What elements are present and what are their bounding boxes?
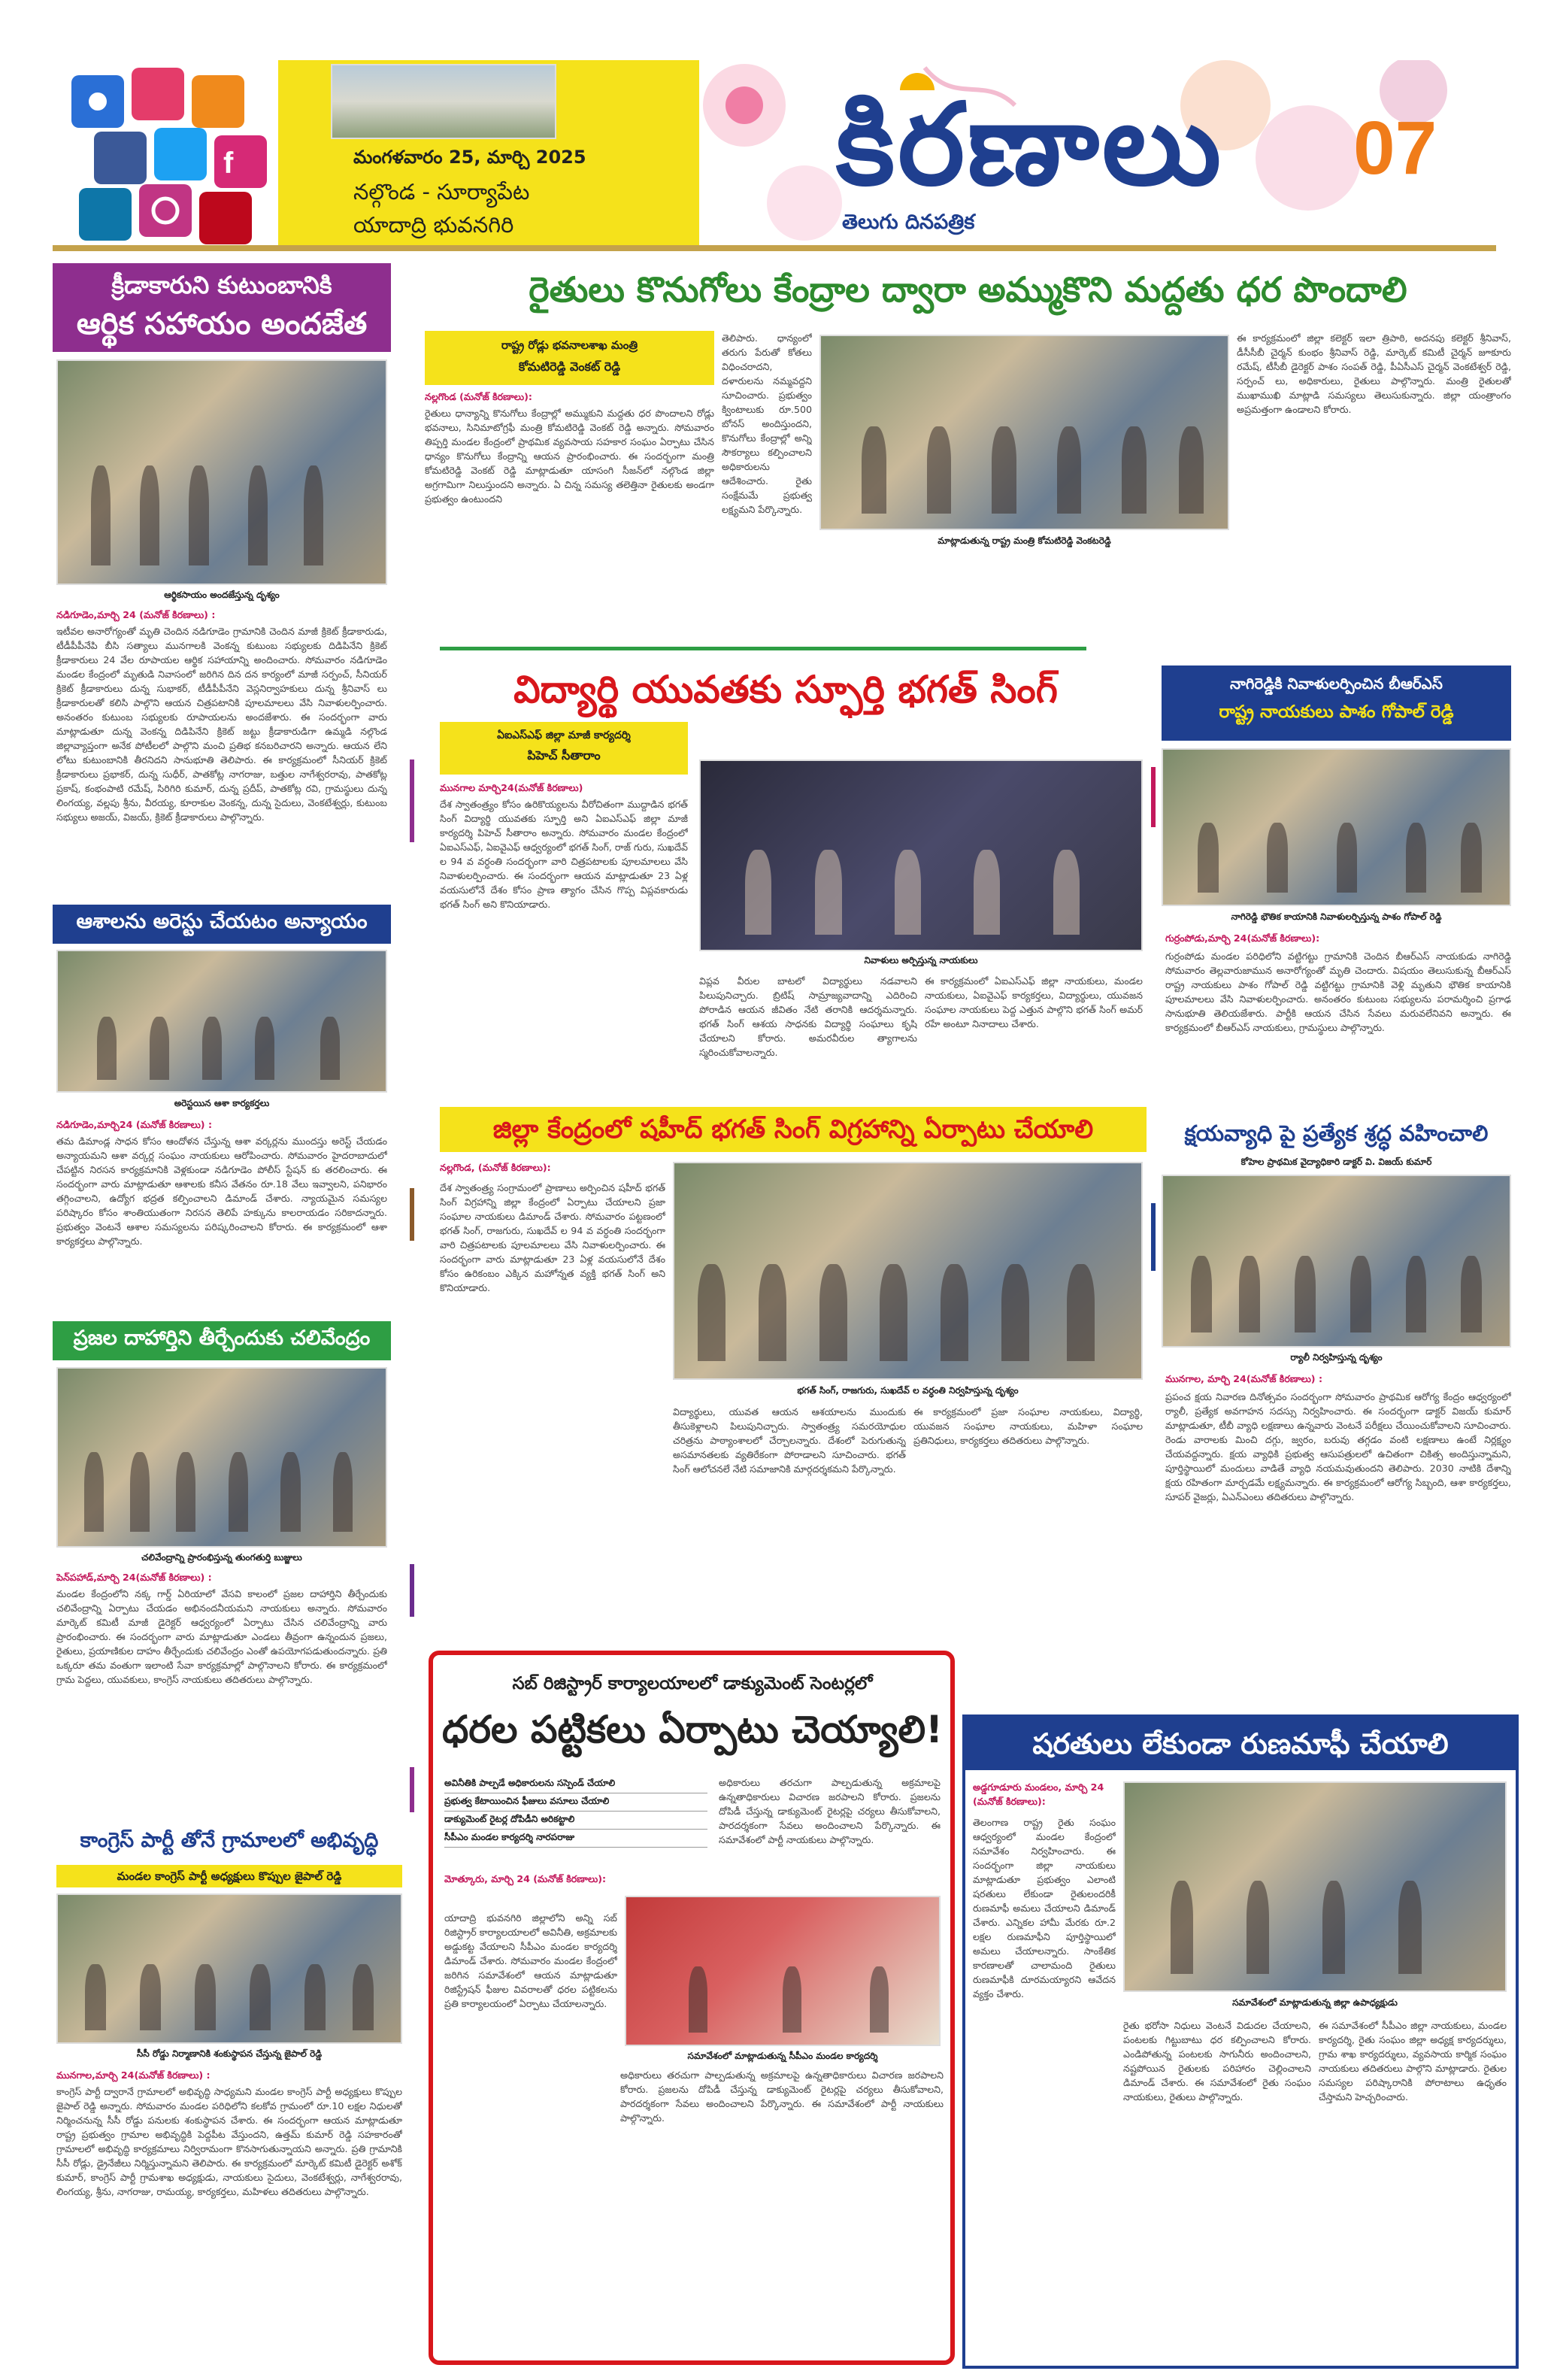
- loan-headline: షరతులు లేకుండా రుణమాఫీ చేయాలి: [965, 1718, 1516, 1770]
- bhagat-subhead-line2: పిహెచ్ సీతారాం: [527, 748, 601, 763]
- dam-photo: [331, 64, 556, 139]
- svg-text:f: f: [223, 147, 234, 180]
- statue-body-col3: ఈ కార్యక్రమంలో ప్రజా సంఘాల నాయకులు, విద్యార్థి, యువజన సంఘాల నాయకులు, మహిళా సంఘాల ప్రతినిధులు, కార్యకర్తలు తదితరులు పాల్గొన్నారు.: [913, 1406, 1143, 1446]
- nagireddy-body: గుర్రంపోడు మండల పరిధిలోని వట్టిగట్టు గ్రామానికి చెందిన బీఆర్ఎస్ నాయకుడు నాగిరెడ్డి సోమవారం తెల్లవారుజామున అనారోగ్యంతో మృతి చెందారు. విషయం తెలుసుకున్న బీఆర్ఎస్ రాష్ట్ర నాయకులు పాశం గోపాల్ రెడ్డి వట్టిగట్టు గ్రామానికి వెళ్లి మృతుని భౌతిక కాయానికి పూలమాలలు వేసి నివాళులర్పించారు. అనంతరం కుటుంబ సభ్యులను పరామర్శించి ప్రగాఢ సానుభూతి తెలియజేశారు. పార్టీకి ఆయన చేసిన సేవలు మరువలేనివని అన్నారు. ఈ కార్యక్రమంలో బీఆర్ఎస్ నాయకులు, గ్రామస్థులు పాల్గొన్నారు.: [1165, 950, 1511, 1033]
- bhagat-body-col3: ఈ కార్యక్రమంలో ఏఐఎస్ఎఫ్ జిల్లా నాయకులు, మండల నాయకులు, ఏఐవైఎఫ్ కార్యకర్తలు, విద్యార్థులు, యువజన సంఘాల నాయకులు పెద్ద ఎత్తున పాల్గొని భగత్ సింగ్ అమర్ రహే అంటూ నినాదాలు చేశారు.: [925, 975, 1143, 1029]
- masthead-rule: [53, 245, 1496, 251]
- farmers-body-col3: ఈ కార్యక్రమంలో జిల్లా కలెక్టర్ ఇలా త్రిపాఠి, అదనపు కలెక్టర్ శ్రీనివాస్, డీసీసీబీ చైర్మన్ కుంభం శ్రీనివాస్ రెడ్డి, మార్కెట్ కమిటీ చైర్మన్ జూకూరు రమేష్, టీసీబీ డైరెక్టర్ పాశం సంపత్ రెడ్డి, పీఏసీఎస్ చైర్మన్ వెంకటేశ్వర్ రెడ్డి, సర్పంచ్ లు, అధికారులు, రైతులు పాల్గొన్నారు. మంత్రి రైతులతో ముఖాముఖి మాట్లాడి సమస్యలు తెలుసుకున్నారు. జిల్లా యంత్రాంగం అప్రమత్తంగా ఉండాలని కోరారు.: [1237, 332, 1511, 415]
- left-accent-bar-4: [410, 1767, 414, 1812]
- loan-body-col2: రైతు భరోసా నిధులు వెంటనే విడుదల చేయాలని, పంటలకు గిట్టుబాటు ధర కల్పించాలని కోరారు. ఎండిపోతున్న పంటలకు సాగునీరు అందించాలని, నష్టపోయిన రైతులకు పరిహారం చెల్లించాలని డిమాండ్ చేశారు. ఈ సమావేశంలో రైతు సంఘం నాయకులు, రైతులు పాల్గొన్నారు.: [1123, 2020, 1311, 2103]
- nagireddy-photo-caption: నాగిరెడ్డి భౌతిక కాయానికి నివాళులర్పిస్తున్న పాశం గోపాల్ రెడ్డి: [1231, 911, 1442, 922]
- masthead-edition-line2: యాదాద్రి భువనగిరి: [353, 212, 514, 238]
- bhagat-photo: [699, 759, 1143, 951]
- statue-body-col1: దేశ స్వాతంత్ర్య సంగ్రామంలో ప్రాణాలు అర్పించిన షహీద్ భగత్ సింగ్ విగ్రహాన్ని జిల్లా కేంద్రంలో ఏర్పాటు చేయాలని ప్రజా సంఘాల నాయకులు డిమాండ్ చేశారు. సోమవారం పట్టణంలో భగత్ సింగ్, రాజగురు, సుఖదేవ్ ల 94 వ వర్ధంతి సందర్భంగా వారి చిత్రపటాలకు పూలమాలలు వేసి నివాళులర్పించారు. ఈ సందర్భంగా వారు మాట్లాడుతూ 23 ఏళ్ల వయసులోనే దేశం కోసం ఉరికంబం ఎక్కిన మహోన్నత వ్యక్తి భగత్ సింగ్ అని కొనియాడారు.: [440, 1182, 665, 1293]
- bhagat-subhead: [440, 722, 688, 775]
- farmers-dateline: నల్లగొండ (మనోజ్ కిరణాలు):: [425, 391, 532, 402]
- tb-photo: [1162, 1175, 1511, 1348]
- registrar-body-col1: యాదాద్రి భువనగిరి జిల్లాలోని అన్ని సబ్ రిజిస్ట్రార్ కార్యాలయాలలో అవినీతి, అక్రమాలకు అడ్డుకట్ట వేయాలని సీపీఎం మండల కార్యదర్శి డిమాండ్ చేశారు. సోమవారం మండల కేంద్రంలో జరిగిన సమావేశంలో ఆయన మాట్లాడుతూ రిజిస్ట్రేషన్ ఫీజుల వివరాలతో ధరల పట్టికలను ప్రతి కార్యాలయంలో ఏర్పాటు చేయాలన్నారు.: [444, 1912, 617, 2009]
- nagireddy-photo: [1162, 748, 1511, 906]
- registrar-kicker: సబ్ రిజిస్ట్రార్ కార్యాలయాలలో డాక్యుమెంట్ సెంటర్లలో: [512, 1674, 873, 1693]
- congress-headline: కాంగ్రెస్ పార్టీ తోనే గ్రామాలలో అభివృద్ధి: [80, 1829, 379, 1852]
- loan-photo: [1123, 1781, 1507, 1992]
- farmers-photo-caption: మాట్లాడుతున్న రాష్ట్ర మంత్రి కోమటిరెడ్డి వెంకటరెడ్డి: [938, 535, 1111, 546]
- farmers-subhead: [425, 331, 714, 385]
- loan-photo-caption: సమావేశంలో మాట్లాడుతున్న జిల్లా ఉపాధ్యక్షుడు: [1232, 1997, 1398, 2008]
- farmers-body-col2: తెలిపారు. ధాన్యంలో తరుగు పేరుతో కోతలు విధించరాదని, దళారులను నమ్మవద్దని సూచించారు. ప్రభుత్వం క్వింటాలుకు రూ.500 బోనస్ అందిస్తుందని, కొనుగోలు కేంద్రాల్లో అన్ని సౌకర్యాలు కల్పించాలని అధికారులను ఆదేశించారు. రైతు సంక్షేమమే ప్రభుత్వ లక్ష్యమని పేర్కొన్నారు.: [722, 332, 812, 515]
- nagireddy-headline: [1162, 665, 1511, 741]
- left-accent-bar-3: [410, 1564, 414, 1617]
- registrar-bullet-3: డాక్యుమెంట్ రైటర్ల దోపిడీని అరికట్టాలి: [444, 1812, 707, 1830]
- farmers-bottom-rule: [440, 647, 1086, 650]
- nagireddy-headline-line2: రాష్ట్ర నాయకులు పాశం గోపాల్ రెడ్డి: [1219, 702, 1454, 722]
- asha-photo: [56, 950, 387, 1093]
- congress-body: కాంగ్రెస్ పార్టీ ద్వారానే గ్రామాలలో అభివృద్ధి సాధ్యమని మండల కాంగ్రెస్ పార్టీ అధ్యక్షులు కొప్పుల జైపాల్ రెడ్డి అన్నారు. సోమవారం మండల పరిధిలోని కలకోవ గ్రామంలో రూ.10 లక్షల నిధులతో నిర్మించనున్న సీసీ రోడ్డు పనులకు శంకుస్థాపన చేశారు. ఈ సందర్భంగా ఆయన మాట్లాడుతూ రాష్ట్ర ప్రభుత్వం గ్రామాల అభివృద్ధికి పెద్దపీట వేస్తుందని, ఉత్తమ్ కుమార్ రెడ్డి సహకారంతో గ్రామాలలో అభివృద్ధి కార్యక్రమాలు నిర్విరామంగా కొనసాగుతున్నాయని అన్నారు. ప్రతి గ్రామానికి సీసీ రోడ్లు, డ్రైనేజీలు నిర్మిస్తున్నామని తెలిపారు. ఈ కార్యక్రమంలో మార్కెట్ కమిటీ డైరెక్టర్ అశోక్ కుమార్, కాంగ్రెస్ పార్టీ గ్రామశాఖ అధ్యక్షుడు, నాయకులు సైదులు, వెంకటేశ్వర్లు, నాగేశ్వరరావు, లింగయ్య, శ్రీను, నాగరాజు, రామయ్య, కార్యకర్తలు, మహిళలు తదితరులు పాల్గొన్నారు.: [56, 2086, 402, 2197]
- water-headline: ప్రజల దాహార్తిని తీర్చేందుకు చలివేంద్రం: [53, 1321, 391, 1360]
- asha-dateline: నడిగూడెం,మార్చి24 (మనోజ్ కిరణాలు) :: [56, 1119, 212, 1130]
- farmers-headline: రైతులు కొనుగోలు కేంద్రాల ద్వారా అమ్ముకొని మద్దతు ధర పొందాలి: [529, 269, 1407, 310]
- bhagat-dateline: మునగాల మార్చి24(మనోజ్ కిరణాలు): [440, 782, 583, 793]
- asha-body: తమ డిమాండ్ల సాధన కోసం ఆందోళన చేస్తున్న ఆశా వర్కర్లను ముందస్తు అరెస్ట్ చేయడం అన్యాయమని ఆశా వర్కర్ల సంఘం నాయకులు ఆరోపించారు. సోమవారం హైదరాబాదులో చేపట్టిన నిరసన కార్యక్రమానికి వెళ్లకుండా నడిగూడెం పోలీస్ స్టేషన్ కు తరలించారు. ఈ సందర్భంగా వారు మాట్లాడుతూ ఆశాలకు కనీస వేతనం రూ.18 వేలు ఇవ్వాలని, పనిభారం తగ్గించాలని, ఉద్యోగ భద్రత కల్పించాలని డిమాండ్ చేశారు. న్యాయమైన సమస్యల పరిష్కారం కోసం శాంతియుతంగా నిరసన తెలిపే హక్కును కాలరాయడం సరికాదన్నారు. ప్రభుత్వం వెంటనే ఆశాల సమస్యలను పరిష్కరించాలని కోరారు. ఈ కార్యక్రమంలో ఆశా కార్యకర్తలు పాల్గొన్నారు.: [56, 1135, 387, 1247]
- congress-photo: [56, 1893, 402, 2044]
- masthead-edition-line1: నల్గొండ - సూర్యాపేట: [353, 179, 530, 205]
- congress-subhead: మండల కాంగ్రెస్ పార్టీ అధ్యక్షులు కొప్పుల జైపాల్ రెడ్డి: [56, 1865, 402, 1887]
- water-photo: [56, 1367, 387, 1548]
- bhagat-subhead-line1: ఏఐఎస్ఎఫ్ జిల్లా మాజీ కార్యదర్శి: [497, 729, 631, 741]
- registrar-photo-caption: సమావేశంలో మాట్లాడుతున్న సీపీఎం మండల కార్యదర్శి: [687, 2051, 878, 2061]
- cricket-headline-line2: ఆర్థిక సహాయం అందజేత: [76, 307, 368, 341]
- registrar-bullet-1: అవినీతికి పాల్పడే అధికారులను సస్పెండ్ చేయాలి: [444, 1775, 707, 1793]
- statue-photo: [673, 1162, 1143, 1380]
- masthead-date: మంగళవారం 25, మార్చి 2025: [353, 147, 586, 168]
- page-number: 07: [1353, 106, 1437, 190]
- asha-headline: ఆశాలను అరెస్టు చేయటం అన్యాయం: [53, 905, 391, 944]
- nagireddy-dateline: గుర్రంపోడు,మార్చి 24(మనోజ్ కిరణాలు):: [1165, 932, 1320, 944]
- registrar-bullets: [444, 1775, 707, 1848]
- loan-body-col1: తెలంగాణ రాష్ట్ర రైతు సంఘం ఆధ్వర్యంలో మండల కేంద్రంలో సమావేశం నిర్వహించారు. ఈ సందర్భంగా జిల్లా నాయకులు మాట్లాడుతూ ప్రభుత్వం ఎలాంటి షరతులు లేకుండా రైతులందరికీ రుణమాఫీ అమలు చేయాలని డిమాండ్ చేశారు. ఎన్నికల హామీ మేరకు రూ.2 లక్షల రుణమాఫీని పూర్తిస్థాయిలో అమలు చేయాలన్నారు. సాంకేతిక కారణాలతో చాలామంది రైతులు రుణమాఫీకి దూరమయ్యారని ఆవేదన వ్యక్తం చేశారు.: [973, 1817, 1116, 2000]
- loan-dateline: అడ్డగూడూరు మండలం, మార్చి 24 (మనోజ్ కిరణాలు):: [973, 1781, 1104, 1807]
- masthead: [0, 0, 1554, 256]
- cricket-headline-box: [53, 263, 391, 352]
- farmers-subhead-line1: రాష్ట్ర రోడ్లు భవనాలశాఖ మంత్రి: [501, 338, 638, 352]
- registrar-photo: [625, 1896, 941, 2046]
- registrar-body-col2b: అధికారులు తరచుగా పాల్పడుతున్న అక్రమాలపై ఉన్నతాధికారులు విచారణ జరపాలని కోరారు. ప్రజలను దోపిడీ చేస్తున్న డాక్యుమెంట్ రైటర్లపై చర్యలు తీసుకోవాలని, పారదర్శకంగా సేవలు అందించాలని పేర్కొన్నారు. ఈ సమావేశంలో పార్టీ నాయకులు పాల్గొన్నారు.: [620, 2069, 944, 2124]
- cricket-body: ఇటీవల అనారోగ్యంతో మృతి చెందిన నడిగూడెం గ్రామానికి చెందిన మాజీ క్రికెట్ క్రీడాకారుడు, టీడీపీపీనేపి బీసి సత్యాలు మునగాలకి వెంకన్న కుటుంబ సభ్యులకు దిడిపినేని క్రికెట్ క్రీడాకారులు 24 వేల రూపాయల ఆర్థిక సహాయాన్ని అందించారు. సోమవారం నడిగూడెం మండల కేంద్రంలో మృతుడి నివాసంలో జరిగిన దిన దన కార్యంలో మాజీ సర్పంచ్, సీనియర్ క్రికెట్ క్రీడాకారులు దున్న సుభాకర్, టీడీపీపీనేని వెస్లనిర్వాహకులు దున్న శ్రీనివాస్ లు క్రీడాకారులతో కలిసి పాల్గొని ఆయన చిత్రపటానికి పూలమాలలు వేసి నివాళులర్పించారు. అనంతరం కుటుంబ సభ్యులకు రూపాయలను అందజేశారు. ఈ సందర్భంగా వారు మాట్లాడుతూ దున్న వెంకన్న దిడిపినేని క్రికెట్ జట్టు క్రీడాకారుడిగా ఉమ్మడి నల్గొండ జిల్లావ్యాప్తంగా అనేక పోటీలలో పాల్గొని మంచి ప్రతిభ కనబరిచారని అన్నారు. ఆయన లేని లోటు కుటుంబానికి తీరనిదని సానుభూతి తెలిపారు. ఈ కార్యక్రమంలో సీనియర్ క్రికెట్ క్రీడాకారులు ప్రభాకర్, దున్న సుధీర్, పాతకోట్ల నాగరాజు, బత్తుల నాగేశ్వరరావు, పాతకోట్ల ప్రకాష్, కంభంపాటి రమేష్, సిరిగిరి కుమార్, దున్న ప్రదీప్, పాతకోట్ల రవి, గ్రామస్థులు దున్న లింగయ్య, వల్లపు శ్రీను, వీరయ్య, కూరాకుల వెంకన్న, దున్న సైదులు, వెంకటేశ్వర్లు, కుటుంబ సభ్యులు అజయ్, విజయ్, క్రికెట్ క్రీడాకారులు పాల్గొన్నారు.: [56, 626, 387, 823]
- bhagat-body-col2: విప్లవ వీరుల బాటలో విద్యార్థులు నడవాలని పిలుపునిచ్చారు. బ్రిటిష్ సామ్రాజ్యవాదాన్ని ఎదిరించి పోరాడిన ఆయన జీవితం నేటి తరానికి ఆదర్శమన్నారు. భగత్ సింగ్ ఆశయ సాధనకు విద్యార్థి సంఘాలు కృషి చేయాలని కోరారు. అమరవీరుల త్యాగాలను స్మరించుకోవాలన్నారు.: [699, 975, 917, 1058]
- registrar-body-col2: అధికారులు తరచుగా పాల్పడుతున్న అక్రమాలపై ఉన్నతాధికారులు విచారణ జరపాలని కోరారు. ప్రజలను దోపిడీ చేస్తున్న డాక్యుమెంట్ రైటర్లపై చర్యలు తీసుకోవాలని, పారదర్శకంగా సేవలు అందించాలని పేర్కొన్నారు. ఈ సమావేశంలో పార్టీ నాయకులు పాల్గొన్నారు.: [719, 1777, 941, 1845]
- cricket-dateline: నడిగూడెం,మార్చి 24 (మనోజ్ కిరణాలు) :: [56, 609, 216, 620]
- water-photo-caption: చలివేంద్రాన్ని ప్రారంభిస్తున్న తుంగతుర్తి బుజ్జులు: [141, 1552, 302, 1563]
- right-accent-bar: [1151, 767, 1156, 827]
- cricket-photo-caption: ఆర్థికసాయం అందజేస్తున్న దృశ్యం: [164, 590, 280, 600]
- congress-photo-caption: సీసీ రోడ్డు నిర్మాణానికి శంకుస్థాపన చేస్తున్న జైపాల్ రెడ్డి: [136, 2048, 323, 2059]
- statue-body-col2: విద్యార్థులు, యువత ఆయన ఆశయాలను ముందుకు తీసుకెళ్లాలని పిలుపునిచ్చారు. స్వాతంత్ర్య సమరయోధుల చరిత్రను పాఠ్యాంశాలలో చేర్చాలన్నారు. దేశంలో పెరుగుతున్న అసమానతలకు వ్యతిరేకంగా పోరాడాలని సూచించారు. భగత్ సింగ్ ఆలోచనలే నేటి సమాజానికి మార్గదర్శకమని పేర్కొన్నారు.: [673, 1406, 906, 1475]
- bhagat-headline: విద్యార్థి యువతకు స్ఫూర్తి భగత్ సింగ్: [513, 668, 1058, 711]
- registrar-bullet-4: సీపీఎం మండల కార్యదర్శి నారపరాజు: [444, 1830, 707, 1848]
- farmers-photo: [819, 335, 1229, 530]
- left-accent-bar-2: [410, 1188, 414, 1241]
- left-accent-bar: [410, 759, 414, 842]
- tb-dateline: మునగాల, మార్చి 24(మనోజ్ కిరణాలు) :: [1165, 1373, 1322, 1384]
- cricket-photo: [56, 359, 387, 585]
- farmers-body-col1: రైతులు ధాన్యాన్ని కొనుగోలు కేంద్రాల్లో అమ్ముకుని మద్దతు ధర పొందాలని రోడ్లు భవనాలు, సినిమాటోగ్రఫీ మంత్రి కోమటిరెడ్డి వెంకట్ రెడ్డి అన్నారు. సోమవారం తిప్పర్తి మండల కేంద్రంలో ప్రాథమిక వ్యవసాయ సహకార సంఘం ఏర్పాటు చేసిన ధాన్యం కొనుగోలు కేంద్రాన్ని ఆయన ప్రారంభించారు. ఈ సందర్భంగా మంత్రి కోమటిరెడ్డి వెంకట్ రెడ్డి మాట్లాడుతూ యాసంగి సీజన్‌లో నల్గొండ జిల్లా అగ్రగామిగా నిలుస్తుందని అన్నారు. ఏ చిన్న సమస్య తలెత్తినా రైతులకు అండగా ప్రభుత్వం ఉంటుందని: [425, 408, 714, 505]
- statue-headline: జిల్లా కేంద్రంలో షహీద్ భగత్ సింగ్ విగ్రహాన్ని ఏర్పాటు చేయాలి: [440, 1107, 1147, 1152]
- congress-dateline: మునగాల,మార్చి 24(మనోజ్ కిరణాలు) :: [56, 2069, 211, 2081]
- farmers-subhead-line2: కోమటిరెడ్డి వెంకట్ రెడ్డి: [518, 359, 621, 374]
- bhagat-photo-caption: నివాళులు అర్పిస్తున్న నాయకులు: [864, 955, 978, 966]
- masthead-subtitle: తెలుగు దినపత్రిక: [842, 211, 975, 234]
- tb-subhead: కోహెల ప్రాథమిక వైద్యాధికారి డాక్టర్ వి. విజయ్ కుమార్: [1240, 1157, 1432, 1167]
- nagireddy-headline-line1: నాగిరెడ్డికి నివాళులర్పించిన బీఆర్ఎస్: [1230, 675, 1443, 693]
- tb-headline: క్షయవ్యాధి పై ప్రత్యేక శ్రద్ధ వహించాలి: [1184, 1120, 1489, 1146]
- statue-photo-caption: భగత్ సింగ్, రాజగురు, సుఖదేవ్ ల వర్ధంతి నిర్వహిస్తున్న దృశ్యం: [797, 1385, 1019, 1396]
- statue-dateline: నల్లగొండ, (మనోజ్ కిరణాలు):: [440, 1162, 551, 1173]
- social-media-cubes-icon: [64, 60, 289, 248]
- bhagat-body-col1: దేశ స్వాతంత్ర్యం కోసం ఉరికొయ్యలను వీరోచితంగా ముద్దాడిన భగత్ సింగ్ విద్యార్థి యువతకు స్ఫూర్తి అని ఏఐఎస్ఎఫ్ జిల్లా మాజీ కార్యదర్శి పిహెచ్ సీతారాం అన్నారు. సోమవారం మండల కేంద్రంలో ఏఐఎస్ఎఫ్, ఏఐవైఎఫ్ ఆధ్వర్యంలో భగత్ సింగ్, రాజ్ గురు, సుఖదేవ్ ల 94 వ వర్ధంతి సందర్భంగా వారి చిత్రపటాలకు పూలమాలలు వేసి నివాళులర్పించారు. ఈ సందర్భంగా ఆయన మాట్లాడుతూ 23 ఏళ్ల వయసులోనే దేశం కోసం ప్రాణ త్యాగం చేసిన గొప్ప విప్లవకారుడు భగత్ సింగ్ అని కొనియాడారు.: [440, 799, 688, 910]
- registrar-bullet-2: ప్రభుత్వ కేటాయించిన ఫీజులు వసూలు చేయాలి: [444, 1793, 707, 1812]
- masthead-title: కిరణాలు: [835, 78, 1225, 211]
- asha-photo-caption: అరెస్టయిన ఆశా కార్యకర్తలు: [174, 1098, 270, 1108]
- water-body: మండల కేంద్రంలోని నక్క గార్డ్ ఏరియాలో వేసవి కాలంలో ప్రజల దాహార్తిని తీర్చేందుకు చలివేంద్రాన్ని ఏర్పాటు చేయడం అభినందనీయమని నాయకులు అన్నారు. సోమవారం మార్కెట్ కమిటీ మాజీ డైరెక్టర్ ఆధ్వర్యంలో ఏర్పాటు చేసిన చలివేంద్రాన్ని వారు ప్రారంభించారు. ఈ సందర్భంగా వారు మాట్లాడుతూ ఎండలు తీవ్రంగా ఉన్నందున ప్రజలు, రైతులు, ప్రయాణికుల దాహం తీర్చేందుకు చలివేంద్రం ఎంతో ఉపయోగపడుతుందన్నారు. ప్రతి ఒక్కరూ తమ వంతుగా ఇలాంటి సేవా కార్యక్రమాల్లో పాల్గొనాలని కోరారు. ఈ కార్యక్రమంలో గ్రామ పెద్దలు, యువకులు, కాంగ్రెస్ నాయకులు తదితరులు పాల్గొన్నారు.: [56, 1588, 387, 1685]
- tb-body: ప్రపంచ క్షయ నివారణ దినోత్సవం సందర్భంగా సోమవారం ప్రాథమిక ఆరోగ్య కేంద్రం ఆధ్వర్యంలో ర్యాలీ, ప్రత్యేక అవగాహన సదస్సు నిర్వహించారు. ఈ సందర్భంగా డాక్టర్ విజయ్ కుమార్ మాట్లాడుతూ, టీబీ వ్యాధి లక్షణాలు ఉన్నవారు వెంటనే పరీక్షలు చేయించుకోవాలని సూచించారు. రెండు వారాలకు మించి దగ్గు, జ్వరం, బరువు తగ్గడం వంటి లక్షణాలు ఉంటే నిర్లక్ష్యం చేయవద్దన్నారు. క్షయ వ్యాధికి ప్రభుత్వ ఆసుపత్రులలో ఉచితంగా చికిత్స అందిస్తున్నామని, పూర్తిస్థాయిలో మందులు వాడితే వ్యాధి నయమవుతుందని తెలిపారు. 2030 నాటికి దేశాన్ని క్షయ రహితంగా మార్చడమే లక్ష్యమన్నారు. ఈ కార్యక్రమంలో ఆరోగ్య సిబ్బంది, ఆశా కార్యకర్తలు, సూపర్ వైజర్లు, ఏఎన్ఎంలు తదితరులు పాల్గొన్నారు.: [1165, 1391, 1511, 1502]
- loan-box: [962, 1715, 1519, 2369]
- registrar-headline: ధరల పట్టికలు ఏర్పాటు చెయ్యాలి!: [442, 1708, 943, 1751]
- registrar-dateline: మోత్కూరు, మార్చి 24 (మనోజ్ కిరణాలు):: [444, 1873, 607, 1884]
- loan-body-col3: ఈ సమావేశంలో సీపీఎం జిల్లా నాయకులు, మండల కార్యదర్శి, రైతు సంఘం జిల్లా అధ్యక్ష కార్యదర్శులు, గ్రామ శాఖ కార్యదర్శులు, వ్యవసాయ కార్మిక సంఘం నాయకులు తదితరులు పాల్గొని మాట్లాడారు. రైతుల సమస్యల పరిష్కారానికి పోరాటాలు ఉధృతం చేస్తామని హెచ్చరించారు.: [1319, 2020, 1507, 2103]
- right-accent-bar-2: [1151, 1203, 1156, 1271]
- water-dateline: పెన్‌పహాడ్,మార్చి 24(మనోజ్ కిరణాలు) :: [56, 1572, 212, 1583]
- cricket-headline-line1: క్రీడాకారుని కుటుంబానికి: [111, 271, 332, 299]
- tb-photo-caption: ర్యాలీ నిర్వహిస్తున్న దృశ్యం: [1290, 1352, 1383, 1363]
